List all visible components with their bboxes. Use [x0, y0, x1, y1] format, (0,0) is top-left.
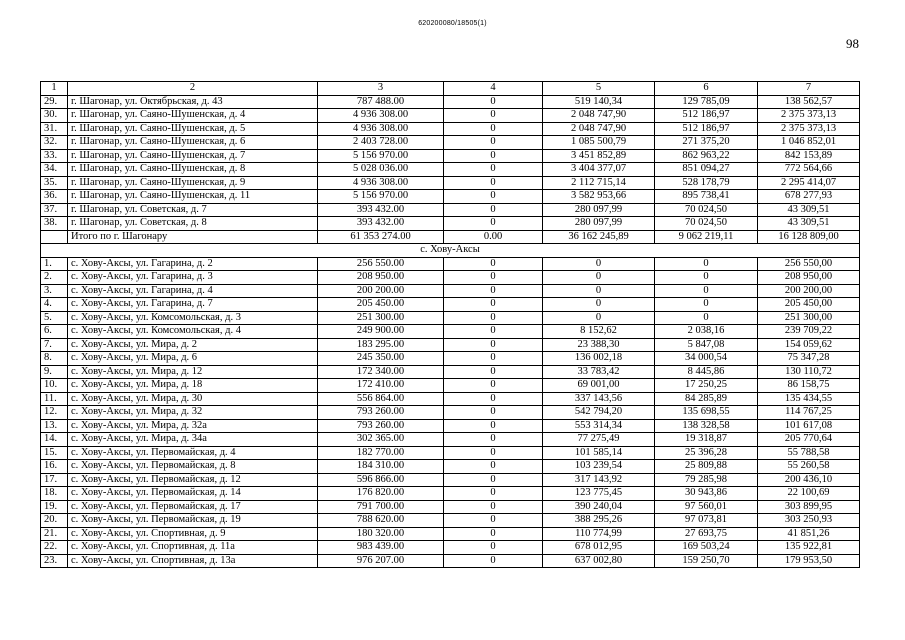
value-cell: 2 048 747,90 — [543, 109, 655, 123]
row-number-cell: 3. — [41, 284, 68, 298]
value-cell: 136 002,18 — [543, 352, 655, 366]
row-number-cell: 34. — [41, 163, 68, 177]
address-cell: с. Хову-Аксы, ул. Спортивная, д. 9 — [68, 527, 318, 541]
value-cell: 4 936 308.00 — [318, 176, 444, 190]
total-label: Итого по г. Шагонару — [68, 230, 318, 244]
value-cell: 97 560,01 — [655, 500, 758, 514]
table-row — [41, 514, 860, 528]
value-cell: 77 275,49 — [543, 433, 655, 447]
table-row — [41, 163, 860, 177]
address-cell: с. Хову-Аксы, ул. Спортивная, д. 11а — [68, 541, 318, 555]
address-cell: г. Шагонар, ул. Саяно-Шушенская, д. 7 — [68, 149, 318, 163]
value-cell: 0 — [444, 406, 543, 420]
table-row — [41, 284, 860, 298]
value-cell: 0 — [655, 311, 758, 325]
section-header-row — [41, 244, 860, 258]
table-row — [41, 352, 860, 366]
value-cell: 41 851,26 — [758, 527, 860, 541]
value-cell: 0 — [543, 311, 655, 325]
value-cell: 55 260,58 — [758, 460, 860, 474]
value-cell: 27 693,75 — [655, 527, 758, 541]
address-cell: с. Хову-Аксы, ул. Гагарина, д. 4 — [68, 284, 318, 298]
row-number-cell: 14. — [41, 433, 68, 447]
value-cell: 3 404 377,07 — [543, 163, 655, 177]
value-cell: 34 000,54 — [655, 352, 758, 366]
total-cell: 0.00 — [444, 230, 543, 244]
column-header: 5 — [543, 82, 655, 96]
value-cell: 2 375 373,13 — [758, 122, 860, 136]
table-row — [41, 95, 860, 109]
address-cell: с. Хову-Аксы, ул. Мира, д. 34а — [68, 433, 318, 447]
housing-register-table — [40, 81, 860, 568]
value-cell: 2 112 715,14 — [543, 176, 655, 190]
value-cell: 787 488.00 — [318, 95, 444, 109]
address-cell: г. Шагонар, ул. Саяно-Шушенская, д. 8 — [68, 163, 318, 177]
value-cell: 895 738,41 — [655, 190, 758, 204]
value-cell: 25 809,88 — [655, 460, 758, 474]
value-cell: 0 — [655, 271, 758, 285]
value-cell: 0 — [444, 554, 543, 568]
value-cell: 205 450.00 — [318, 298, 444, 312]
table-row — [41, 109, 860, 123]
value-cell: 179 953,50 — [758, 554, 860, 568]
value-cell: 5 028 036.00 — [318, 163, 444, 177]
value-cell: 2 375 373,13 — [758, 109, 860, 123]
value-cell: 123 775,45 — [543, 487, 655, 501]
value-cell: 97 073,81 — [655, 514, 758, 528]
row-number-cell: 37. — [41, 203, 68, 217]
value-cell: 138 562,57 — [758, 95, 860, 109]
value-cell: 86 158,75 — [758, 379, 860, 393]
value-cell: 0 — [444, 379, 543, 393]
table-row — [41, 298, 860, 312]
value-cell: 0 — [444, 203, 543, 217]
value-cell: 0 — [444, 298, 543, 312]
value-cell: 75 347,28 — [758, 352, 860, 366]
value-cell: 280 097,99 — [543, 203, 655, 217]
table-row — [41, 203, 860, 217]
value-cell: 0 — [444, 217, 543, 231]
table-row — [41, 379, 860, 393]
table-row — [41, 527, 860, 541]
value-cell: 390 240,04 — [543, 500, 655, 514]
value-cell: 983 439.00 — [318, 541, 444, 555]
value-cell: 512 186,97 — [655, 122, 758, 136]
value-cell: 0 — [444, 190, 543, 204]
value-cell: 0 — [655, 298, 758, 312]
value-cell: 302 365.00 — [318, 433, 444, 447]
address-cell: с. Хову-Аксы, ул. Гагарина, д. 2 — [68, 257, 318, 271]
total-number-cell — [41, 230, 68, 244]
value-cell: 69 001,00 — [543, 379, 655, 393]
value-cell: 101 585,14 — [543, 446, 655, 460]
row-number-cell: 29. — [41, 95, 68, 109]
value-cell: 43 309,51 — [758, 203, 860, 217]
value-cell: 70 024,50 — [655, 217, 758, 231]
table-row — [41, 271, 860, 285]
address-cell: с. Хову-Аксы, ул. Первомайская, д. 8 — [68, 460, 318, 474]
value-cell: 172 410.00 — [318, 379, 444, 393]
value-cell: 0 — [444, 109, 543, 123]
value-cell: 0 — [444, 487, 543, 501]
table-row — [41, 473, 860, 487]
value-cell: 0 — [444, 527, 543, 541]
row-number-cell: 5. — [41, 311, 68, 325]
value-cell: 5 156 970.00 — [318, 149, 444, 163]
row-number-cell: 36. — [41, 190, 68, 204]
row-number-cell: 32. — [41, 136, 68, 150]
total-cell: 36 162 245,89 — [543, 230, 655, 244]
row-number-cell: 31. — [41, 122, 68, 136]
address-cell: г. Шагонар, ул. Саяно-Шушенская, д. 6 — [68, 136, 318, 150]
value-cell: 2 403 728.00 — [318, 136, 444, 150]
value-cell: 337 143,56 — [543, 392, 655, 406]
address-cell: г. Шагонар, ул. Саяно-Шушенская, д. 9 — [68, 176, 318, 190]
address-cell: г. Шагонар, ул. Саяно-Шушенская, д. 11 — [68, 190, 318, 204]
value-cell: 862 963,22 — [655, 149, 758, 163]
value-cell: 169 503,24 — [655, 541, 758, 555]
value-cell: 0 — [444, 136, 543, 150]
value-cell: 556 864.00 — [318, 392, 444, 406]
value-cell: 43 309,51 — [758, 217, 860, 231]
value-cell: 8 152,62 — [543, 325, 655, 339]
column-header: 4 — [444, 82, 543, 96]
hovu-aksy-rows — [41, 257, 860, 568]
table-header — [41, 82, 860, 96]
value-cell: 0 — [444, 365, 543, 379]
value-cell: 0 — [444, 284, 543, 298]
value-cell: 0 — [444, 95, 543, 109]
value-cell: 208 950.00 — [318, 271, 444, 285]
row-number-cell: 23. — [41, 554, 68, 568]
value-cell: 678 277,93 — [758, 190, 860, 204]
column-header: 7 — [758, 82, 860, 96]
value-cell: 159 250,70 — [655, 554, 758, 568]
value-cell: 0 — [444, 149, 543, 163]
value-cell: 17 250,25 — [655, 379, 758, 393]
value-cell: 0 — [444, 325, 543, 339]
value-cell: 135 922,81 — [758, 541, 860, 555]
row-number-cell: 17. — [41, 473, 68, 487]
value-cell: 2 048 747,90 — [543, 122, 655, 136]
value-cell: 393 432.00 — [318, 217, 444, 231]
address-cell: с. Хову-Аксы, ул. Гагарина, д. 3 — [68, 271, 318, 285]
address-cell: с. Хову-Аксы, ул. Первомайская, д. 12 — [68, 473, 318, 487]
value-cell: 791 700.00 — [318, 500, 444, 514]
value-cell: 19 318,87 — [655, 433, 758, 447]
page-number: 98 — [846, 36, 859, 51]
value-cell: 1 085 500,79 — [543, 136, 655, 150]
value-cell: 317 143,92 — [543, 473, 655, 487]
address-cell: г. Шагонар, ул. Саяно-Шушенская, д. 5 — [68, 122, 318, 136]
table-row — [41, 190, 860, 204]
value-cell: 0 — [444, 473, 543, 487]
value-cell: 0 — [655, 257, 758, 271]
row-number-cell: 35. — [41, 176, 68, 190]
address-cell: с. Хову-Аксы, ул. Первомайская, д. 17 — [68, 500, 318, 514]
shagonar-total — [41, 230, 860, 257]
value-cell: 2 295 414,07 — [758, 176, 860, 190]
address-cell: с. Хову-Аксы, ул. Мира, д. 30 — [68, 392, 318, 406]
value-cell: 596 866.00 — [318, 473, 444, 487]
value-cell: 793 260.00 — [318, 419, 444, 433]
address-cell: с. Хову-Аксы, ул. Мира, д. 6 — [68, 352, 318, 366]
table-row — [41, 257, 860, 271]
row-number-cell: 8. — [41, 352, 68, 366]
address-cell: г. Шагонар, ул. Саяно-Шушенская, д. 4 — [68, 109, 318, 123]
row-number-cell: 19. — [41, 500, 68, 514]
value-cell: 637 002,80 — [543, 554, 655, 568]
row-number-cell: 4. — [41, 298, 68, 312]
value-cell: 130 110,72 — [758, 365, 860, 379]
address-cell: с. Хову-Аксы, ул. Комсомольская, д. 3 — [68, 311, 318, 325]
table-row — [41, 392, 860, 406]
row-number-cell: 22. — [41, 541, 68, 555]
value-cell: 842 153,89 — [758, 149, 860, 163]
value-cell: 4 936 308.00 — [318, 122, 444, 136]
value-cell: 542 794,20 — [543, 406, 655, 420]
row-number-cell: 13. — [41, 419, 68, 433]
total-cell: 9 062 219,11 — [655, 230, 758, 244]
value-cell: 519 140,34 — [543, 95, 655, 109]
value-cell: 0 — [444, 419, 543, 433]
table-row — [41, 149, 860, 163]
value-cell: 0 — [444, 392, 543, 406]
value-cell: 0 — [655, 284, 758, 298]
address-cell: г. Шагонар, ул. Октябрьская, д. 43 — [68, 95, 318, 109]
column-number-row — [41, 82, 860, 96]
value-cell: 249 900.00 — [318, 325, 444, 339]
row-number-cell: 20. — [41, 514, 68, 528]
value-cell: 3 582 953,66 — [543, 190, 655, 204]
value-cell: 0 — [444, 541, 543, 555]
address-cell: с. Хову-Аксы, ул. Гагарина, д. 7 — [68, 298, 318, 312]
address-cell: г. Шагонар, ул. Советская, д. 7 — [68, 203, 318, 217]
table-row — [41, 176, 860, 190]
address-cell: с. Хову-Аксы, ул. Спортивная, д. 13а — [68, 554, 318, 568]
row-number-cell: 16. — [41, 460, 68, 474]
table-row — [41, 338, 860, 352]
value-cell: 0 — [444, 433, 543, 447]
value-cell: 182 770.00 — [318, 446, 444, 460]
value-cell: 788 620.00 — [318, 514, 444, 528]
column-header: 3 — [318, 82, 444, 96]
address-cell: с. Хову-Аксы, ул. Мира, д. 2 — [68, 338, 318, 352]
value-cell: 0 — [444, 500, 543, 514]
row-number-cell: 21. — [41, 527, 68, 541]
section-title: с. Хову-Аксы — [41, 244, 860, 258]
value-cell: 793 260.00 — [318, 406, 444, 420]
address-cell: с. Хову-Аксы, ул. Мира, д. 12 — [68, 365, 318, 379]
value-cell: 0 — [543, 284, 655, 298]
value-cell: 0 — [444, 271, 543, 285]
value-cell: 70 024,50 — [655, 203, 758, 217]
table-row — [41, 460, 860, 474]
value-cell: 303 899,95 — [758, 500, 860, 514]
value-cell: 976 207.00 — [318, 554, 444, 568]
value-cell: 0 — [444, 352, 543, 366]
value-cell: 280 097,99 — [543, 217, 655, 231]
table-row — [41, 554, 860, 568]
address-cell: с. Хову-Аксы, ул. Первомайская, д. 14 — [68, 487, 318, 501]
value-cell: 0 — [444, 257, 543, 271]
row-number-cell: 12. — [41, 406, 68, 420]
row-number-cell: 30. — [41, 109, 68, 123]
column-header: 1 — [41, 82, 68, 96]
value-cell: 0 — [444, 122, 543, 136]
value-cell: 84 285,89 — [655, 392, 758, 406]
value-cell: 0 — [444, 446, 543, 460]
row-number-cell: 9. — [41, 365, 68, 379]
value-cell: 0 — [543, 271, 655, 285]
value-cell: 176 820.00 — [318, 487, 444, 501]
table-row — [41, 541, 860, 555]
value-cell: 0 — [444, 163, 543, 177]
value-cell: 678 012,95 — [543, 541, 655, 555]
value-cell: 0 — [444, 338, 543, 352]
value-cell: 0 — [543, 298, 655, 312]
table-row — [41, 433, 860, 447]
value-cell: 393 432.00 — [318, 203, 444, 217]
value-cell: 251 300.00 — [318, 311, 444, 325]
value-cell: 33 783,42 — [543, 365, 655, 379]
value-cell: 154 059,62 — [758, 338, 860, 352]
row-number-cell: 15. — [41, 446, 68, 460]
value-cell: 55 788,58 — [758, 446, 860, 460]
row-number-cell: 11. — [41, 392, 68, 406]
row-number-cell: 33. — [41, 149, 68, 163]
value-cell: 101 617,08 — [758, 419, 860, 433]
total-row — [41, 230, 860, 244]
table-row — [41, 500, 860, 514]
value-cell: 5 847,08 — [655, 338, 758, 352]
value-cell: 256 550,00 — [758, 257, 860, 271]
value-cell: 239 709,22 — [758, 325, 860, 339]
value-cell: 138 328,58 — [655, 419, 758, 433]
value-cell: 135 434,55 — [758, 392, 860, 406]
table-row — [41, 136, 860, 150]
value-cell: 0 — [444, 176, 543, 190]
address-cell: с. Хову-Аксы, ул. Первомайская, д. 4 — [68, 446, 318, 460]
value-cell: 251 300,00 — [758, 311, 860, 325]
value-cell: 103 239,54 — [543, 460, 655, 474]
row-number-cell: 2. — [41, 271, 68, 285]
row-number-cell: 7. — [41, 338, 68, 352]
table-row — [41, 311, 860, 325]
address-cell: с. Хову-Аксы, ул. Мира, д. 18 — [68, 379, 318, 393]
value-cell: 23 388,30 — [543, 338, 655, 352]
row-number-cell: 18. — [41, 487, 68, 501]
address-cell: с. Хову-Аксы, ул. Мира, д. 32 — [68, 406, 318, 420]
value-cell: 0 — [444, 460, 543, 474]
value-cell: 183 295.00 — [318, 338, 444, 352]
table-row — [41, 217, 860, 231]
value-cell: 25 396,28 — [655, 446, 758, 460]
value-cell: 851 094,27 — [655, 163, 758, 177]
value-cell: 303 250,93 — [758, 514, 860, 528]
table-row — [41, 122, 860, 136]
table-row — [41, 487, 860, 501]
value-cell: 205 450,00 — [758, 298, 860, 312]
value-cell: 22 100,69 — [758, 487, 860, 501]
value-cell: 256 550.00 — [318, 257, 444, 271]
value-cell: 200 200.00 — [318, 284, 444, 298]
value-cell: 528 178,79 — [655, 176, 758, 190]
value-cell: 172 340.00 — [318, 365, 444, 379]
column-header: 2 — [68, 82, 318, 96]
value-cell: 772 564,66 — [758, 163, 860, 177]
value-cell: 200 436,10 — [758, 473, 860, 487]
table-row — [41, 419, 860, 433]
row-number-cell: 10. — [41, 379, 68, 393]
value-cell: 205 770,64 — [758, 433, 860, 447]
value-cell: 135 698,55 — [655, 406, 758, 420]
row-number-cell: 38. — [41, 217, 68, 231]
value-cell: 245 350.00 — [318, 352, 444, 366]
value-cell: 30 943,86 — [655, 487, 758, 501]
table-row — [41, 446, 860, 460]
value-cell: 4 936 308.00 — [318, 109, 444, 123]
address-cell: с. Хову-Аксы, ул. Комсомольская, д. 4 — [68, 325, 318, 339]
value-cell: 114 767,25 — [758, 406, 860, 420]
value-cell: 0 — [444, 514, 543, 528]
value-cell: 0 — [444, 311, 543, 325]
address-cell: с. Хову-Аксы, ул. Мира, д. 32а — [68, 419, 318, 433]
value-cell: 110 774,99 — [543, 527, 655, 541]
document-id: 620200080/18505(1) — [418, 20, 487, 27]
value-cell: 3 451 852,89 — [543, 149, 655, 163]
value-cell: 0 — [543, 257, 655, 271]
value-cell: 2 038,16 — [655, 325, 758, 339]
value-cell: 5 156 970.00 — [318, 190, 444, 204]
value-cell: 388 295,26 — [543, 514, 655, 528]
column-header: 6 — [655, 82, 758, 96]
total-cell: 16 128 809,00 — [758, 230, 860, 244]
value-cell: 8 445,86 — [655, 365, 758, 379]
value-cell: 553 314,34 — [543, 419, 655, 433]
row-number-cell: 1. — [41, 257, 68, 271]
row-number-cell: 6. — [41, 325, 68, 339]
value-cell: 184 310.00 — [318, 460, 444, 474]
shagonar-rows — [41, 95, 860, 230]
value-cell: 271 375,20 — [655, 136, 758, 150]
value-cell: 129 785,09 — [655, 95, 758, 109]
value-cell: 512 186,97 — [655, 109, 758, 123]
address-cell: с. Хову-Аксы, ул. Первомайская, д. 19 — [68, 514, 318, 528]
value-cell: 180 320.00 — [318, 527, 444, 541]
value-cell: 1 046 852,01 — [758, 136, 860, 150]
value-cell: 208 950,00 — [758, 271, 860, 285]
address-cell: г. Шагонар, ул. Советская, д. 8 — [68, 217, 318, 231]
value-cell: 200 200,00 — [758, 284, 860, 298]
table-row — [41, 325, 860, 339]
table-row — [41, 365, 860, 379]
value-cell: 79 285,98 — [655, 473, 758, 487]
table-row — [41, 406, 860, 420]
total-cell: 61 353 274.00 — [318, 230, 444, 244]
